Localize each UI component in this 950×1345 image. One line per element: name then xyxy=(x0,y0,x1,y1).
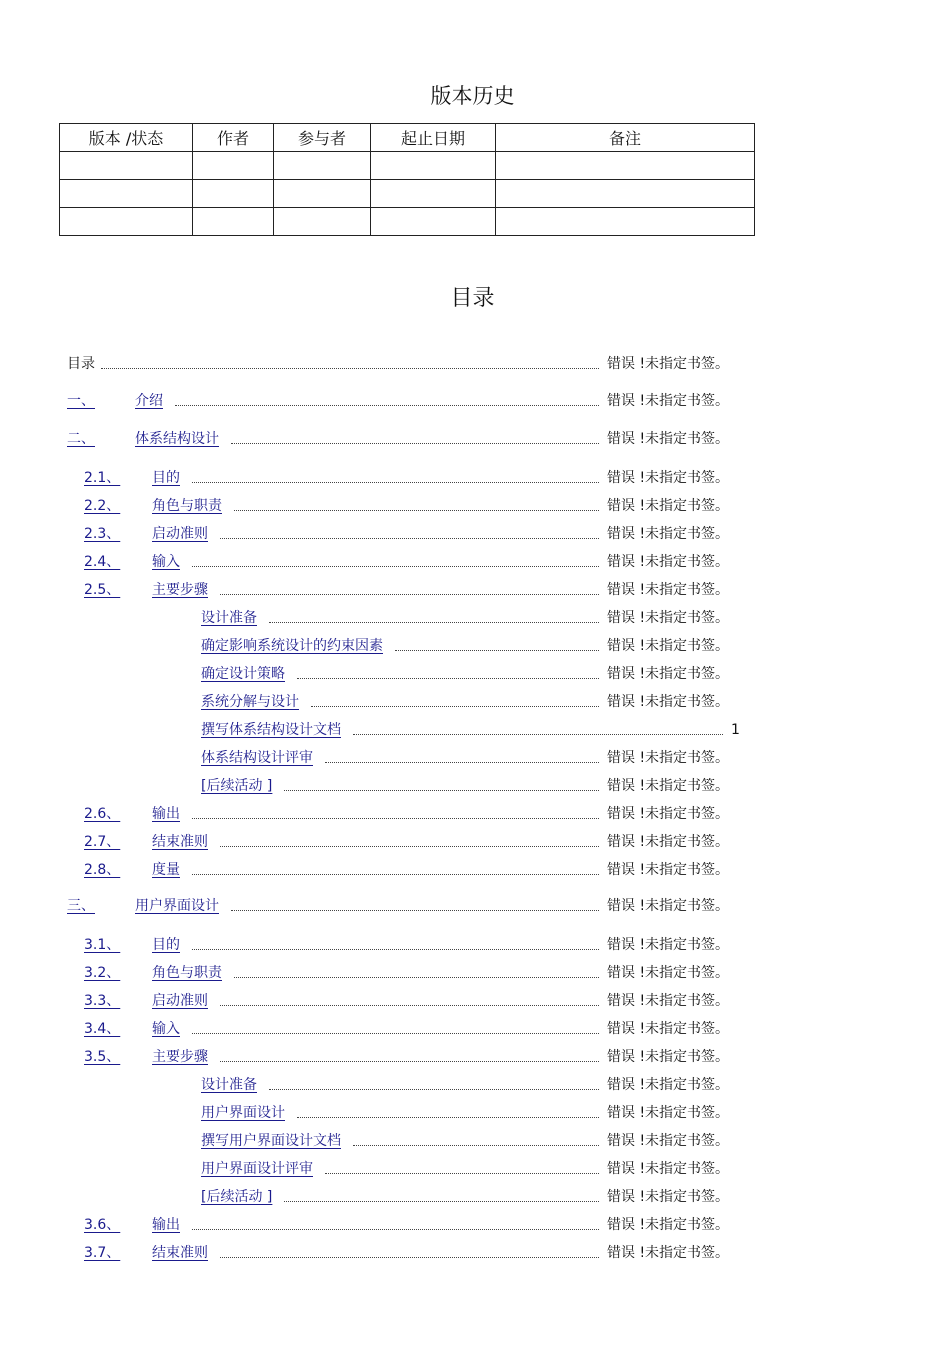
toc-entry-number[interactable]: 3.4、 xyxy=(84,1021,121,1037)
toc-dot-leader xyxy=(192,1229,599,1230)
toc-entry-number[interactable]: 3.3、 xyxy=(84,993,121,1009)
toc-entry-label[interactable]: 启动准则 xyxy=(152,526,208,542)
toc-entry-label[interactable]: 撰写用户界面设计文档 xyxy=(201,1133,341,1149)
toc-entry-label[interactable]: 系统分解与设计 xyxy=(201,694,299,710)
toc-dot-leader xyxy=(284,790,599,791)
toc-entry[interactable] xyxy=(0,1018,950,1040)
toc-entry-page: 错误 !未指定书签。 xyxy=(607,638,730,654)
toc-dot-leader xyxy=(220,594,599,595)
toc-entry-page: 错误 !未指定书签。 xyxy=(607,834,730,850)
toc-entry-page: 错误 !未指定书签。 xyxy=(607,526,730,542)
toc-entry-page: 错误 !未指定书签。 xyxy=(607,554,730,570)
toc-dot-leader xyxy=(234,510,599,511)
toc-dot-leader xyxy=(325,762,599,763)
table-row xyxy=(60,208,755,236)
toc-entry[interactable] xyxy=(0,934,950,956)
toc-entry-label[interactable]: 输入 xyxy=(152,554,180,570)
toc-entry[interactable] xyxy=(0,803,950,825)
toc-entry-page: 错误 !未指定书签。 xyxy=(607,1021,730,1037)
toc-dot-leader xyxy=(297,678,599,679)
toc-entry[interactable] xyxy=(0,962,950,984)
table-row xyxy=(60,152,755,180)
toc-entry-number[interactable]: 2.6、 xyxy=(84,806,121,822)
toc-entry-page: 错误 !未指定书签。 xyxy=(607,498,730,514)
toc-entry-label[interactable]: 输出 xyxy=(152,1217,180,1233)
toc-title: 目录 xyxy=(450,286,495,311)
toc-entry-number[interactable]: 2.3、 xyxy=(84,526,121,542)
toc-dot-leader xyxy=(220,1005,599,1006)
toc-entry-number[interactable]: 3.1、 xyxy=(84,937,121,953)
history-cell xyxy=(60,208,193,236)
toc-entry-page: 1 xyxy=(731,722,740,738)
toc-entry-page: 错误 !未指定书签。 xyxy=(607,1077,730,1093)
history-cell xyxy=(371,180,496,208)
toc-entry-page: 错误 !未指定书签。 xyxy=(607,750,730,766)
toc-entry-page: 错误 !未指定书签。 xyxy=(607,1217,730,1233)
toc-dot-leader xyxy=(234,977,599,978)
toc-entry-label: 目录 xyxy=(67,356,95,372)
history-cell xyxy=(274,152,371,180)
toc-dot-leader xyxy=(220,1257,599,1258)
toc-entry-label[interactable]: 确定影响系统设计的约束因素 xyxy=(201,638,383,654)
toc-entry[interactable] xyxy=(0,1186,950,1208)
history-header-row xyxy=(60,124,755,152)
toc-entry-label[interactable]: 启动准则 xyxy=(152,993,208,1009)
toc-entry-page: 错误 !未指定书签。 xyxy=(607,666,730,682)
toc-entry[interactable] xyxy=(0,1214,950,1236)
toc-dot-leader xyxy=(192,1033,599,1034)
toc-entry[interactable] xyxy=(0,1158,950,1180)
toc-entry-label[interactable]: 体系结构设计 xyxy=(135,431,219,447)
toc-entry[interactable] xyxy=(0,990,950,1012)
toc-entry-page: 错误 !未指定书签。 xyxy=(607,393,730,409)
toc-entry-page: 错误 !未指定书签。 xyxy=(607,470,730,486)
toc-entry-label[interactable]: [后续活动 ] xyxy=(201,1189,273,1205)
history-header-participants: 参与者 xyxy=(274,124,371,152)
table-row xyxy=(60,180,755,208)
history-cell xyxy=(274,180,371,208)
toc-entry[interactable] xyxy=(0,467,950,489)
toc-entry-label[interactable]: 输出 xyxy=(152,806,180,822)
toc-entry-label[interactable]: 撰写体系结构设计文档 xyxy=(201,722,341,738)
history-cell xyxy=(496,152,755,180)
toc-entry[interactable] xyxy=(0,1046,950,1068)
toc-dot-leader xyxy=(311,706,599,707)
toc-entry[interactable] xyxy=(0,635,950,657)
toc-entry[interactable] xyxy=(0,859,950,881)
toc-entry-number[interactable]: 3.6、 xyxy=(84,1217,121,1233)
toc-entry-label[interactable]: 设计准备 xyxy=(201,610,257,626)
toc-entry-number[interactable]: 2.4、 xyxy=(84,554,121,570)
toc-entry-label[interactable]: 体系结构设计评审 xyxy=(201,750,313,766)
toc-dot-leader xyxy=(192,482,599,483)
toc-entry-number[interactable]: 2.7、 xyxy=(84,834,121,850)
toc-entry[interactable] xyxy=(0,719,950,741)
toc-entry-number[interactable]: 3.5、 xyxy=(84,1049,121,1065)
history-cell xyxy=(371,152,496,180)
history-header-remarks: 备注 xyxy=(496,124,755,152)
toc-dot-leader xyxy=(192,566,599,567)
toc-entry[interactable] xyxy=(0,523,950,545)
history-cell xyxy=(496,180,755,208)
toc-entry[interactable] xyxy=(0,1102,950,1124)
toc-entry[interactable] xyxy=(0,895,950,917)
toc-entry-label[interactable]: [后续活动 ] xyxy=(201,778,273,794)
toc-dot-leader xyxy=(353,734,723,735)
toc-entry-page: 错误 !未指定书签。 xyxy=(607,610,730,626)
toc-entry[interactable] xyxy=(0,775,950,797)
toc-entry-number[interactable]: 2.8、 xyxy=(84,862,121,878)
toc-entry-label[interactable]: 角色与职责 xyxy=(152,965,222,981)
toc-entry-label[interactable]: 目的 xyxy=(152,470,180,486)
toc-entry-page: 错误 !未指定书签。 xyxy=(607,582,730,598)
toc-dot-leader xyxy=(220,1061,599,1062)
toc-entry-label[interactable]: 确定设计策略 xyxy=(201,666,285,682)
toc-entry-page: 错误 !未指定书签。 xyxy=(607,993,730,1009)
toc-entry-page: 错误 !未指定书签。 xyxy=(607,937,730,953)
toc-entry[interactable] xyxy=(0,1242,950,1264)
toc-entry[interactable] xyxy=(0,390,950,412)
toc-entry-number[interactable]: 3.7、 xyxy=(84,1245,121,1261)
toc-dot-leader xyxy=(192,874,599,875)
toc-entry[interactable] xyxy=(0,579,950,601)
toc-entry-label[interactable]: 用户界面设计 xyxy=(135,898,219,914)
toc-entry-label[interactable]: 输入 xyxy=(152,1021,180,1037)
toc-entry[interactable] xyxy=(0,607,950,629)
toc-dot-leader xyxy=(220,846,599,847)
toc-entry-page: 错误 !未指定书签。 xyxy=(607,898,730,914)
toc-entry[interactable] xyxy=(0,428,950,450)
toc-dot-leader xyxy=(284,1201,599,1202)
toc-dot-leader xyxy=(395,650,599,651)
toc-entry-page: 错误 !未指定书签。 xyxy=(607,1161,730,1177)
toc-dot-leader xyxy=(192,949,599,950)
version-history-table xyxy=(59,123,755,236)
toc-entry-label[interactable]: 主要步骤 xyxy=(152,582,208,598)
history-cell xyxy=(496,208,755,236)
toc-entry-page: 错误 !未指定书签。 xyxy=(607,1133,730,1149)
toc-entry-label[interactable]: 目的 xyxy=(152,937,180,953)
toc-entry-label[interactable]: 主要步骤 xyxy=(152,1049,208,1065)
toc-dot-leader xyxy=(269,622,599,623)
toc-dot-leader xyxy=(220,538,599,539)
toc-dot-leader xyxy=(101,368,599,369)
toc-entry-page: 错误 !未指定书签。 xyxy=(607,965,730,981)
toc-dot-leader xyxy=(192,818,599,819)
history-header-version: 版本 /状态 xyxy=(60,124,193,152)
toc-entry-label[interactable]: 设计准备 xyxy=(201,1077,257,1093)
toc-entry-page: 错误 !未指定书签。 xyxy=(607,431,730,447)
toc-entry-page: 错误 !未指定书签。 xyxy=(607,1245,730,1261)
toc-entry-number[interactable]: 二、 xyxy=(67,431,95,447)
history-cell xyxy=(60,152,193,180)
toc-entry[interactable] xyxy=(0,747,950,769)
toc-entry-label[interactable]: 结束准则 xyxy=(152,1245,208,1261)
history-cell xyxy=(371,208,496,236)
toc-entry-number[interactable]: 2.1、 xyxy=(84,470,121,486)
toc-dot-leader xyxy=(297,1117,599,1118)
toc-entry-page: 错误 !未指定书签。 xyxy=(607,694,730,710)
history-cell xyxy=(193,208,274,236)
toc-entry xyxy=(0,353,950,375)
toc-entry-label[interactable]: 用户界面设计评审 xyxy=(201,1161,313,1177)
toc-entry-label[interactable]: 结束准则 xyxy=(152,834,208,850)
toc-entry-page: 错误 !未指定书签。 xyxy=(607,1049,730,1065)
toc-entry-page: 错误 !未指定书签。 xyxy=(607,778,730,794)
toc-entry-number[interactable]: 3.2、 xyxy=(84,965,121,981)
toc-entry-number[interactable]: 2.5、 xyxy=(84,582,121,598)
toc-entry-page: 错误 !未指定书签。 xyxy=(607,862,730,878)
toc-entry[interactable] xyxy=(0,551,950,573)
toc-entry[interactable] xyxy=(0,1074,950,1096)
toc-entry[interactable] xyxy=(0,495,950,517)
toc-dot-leader xyxy=(231,443,599,444)
toc-entry-label[interactable]: 用户界面设计 xyxy=(201,1105,285,1121)
history-cell xyxy=(60,180,193,208)
toc-dot-leader xyxy=(231,910,599,911)
toc-entry-label[interactable]: 度量 xyxy=(152,862,180,878)
toc-entry-label[interactable]: 角色与职责 xyxy=(152,498,222,514)
history-cell xyxy=(274,208,371,236)
history-cell xyxy=(193,152,274,180)
toc-entry-page: 错误 !未指定书签。 xyxy=(607,356,730,372)
toc-dot-leader xyxy=(175,405,599,406)
toc-entry-number[interactable]: 2.2、 xyxy=(84,498,121,514)
toc-entry-number[interactable]: 三、 xyxy=(67,898,95,914)
history-cell xyxy=(193,180,274,208)
toc-dot-leader xyxy=(269,1089,599,1090)
toc-entry-page: 错误 !未指定书签。 xyxy=(607,1105,730,1121)
history-header-author: 作者 xyxy=(193,124,274,152)
toc-entry[interactable] xyxy=(0,691,950,713)
toc-entry-number[interactable]: 一、 xyxy=(67,393,95,409)
toc-entry-page: 错误 !未指定书签。 xyxy=(607,806,730,822)
toc-entry-page: 错误 !未指定书签。 xyxy=(607,1189,730,1205)
toc-entry-label[interactable]: 介绍 xyxy=(135,393,163,409)
history-header-dates: 起止日期 xyxy=(371,124,496,152)
version-history-title: 版本历史 xyxy=(430,84,515,108)
toc-entry[interactable] xyxy=(0,1130,950,1152)
toc-dot-leader xyxy=(353,1145,599,1146)
toc-dot-leader xyxy=(325,1173,599,1174)
toc-entry[interactable] xyxy=(0,831,950,853)
toc-entry[interactable] xyxy=(0,663,950,685)
